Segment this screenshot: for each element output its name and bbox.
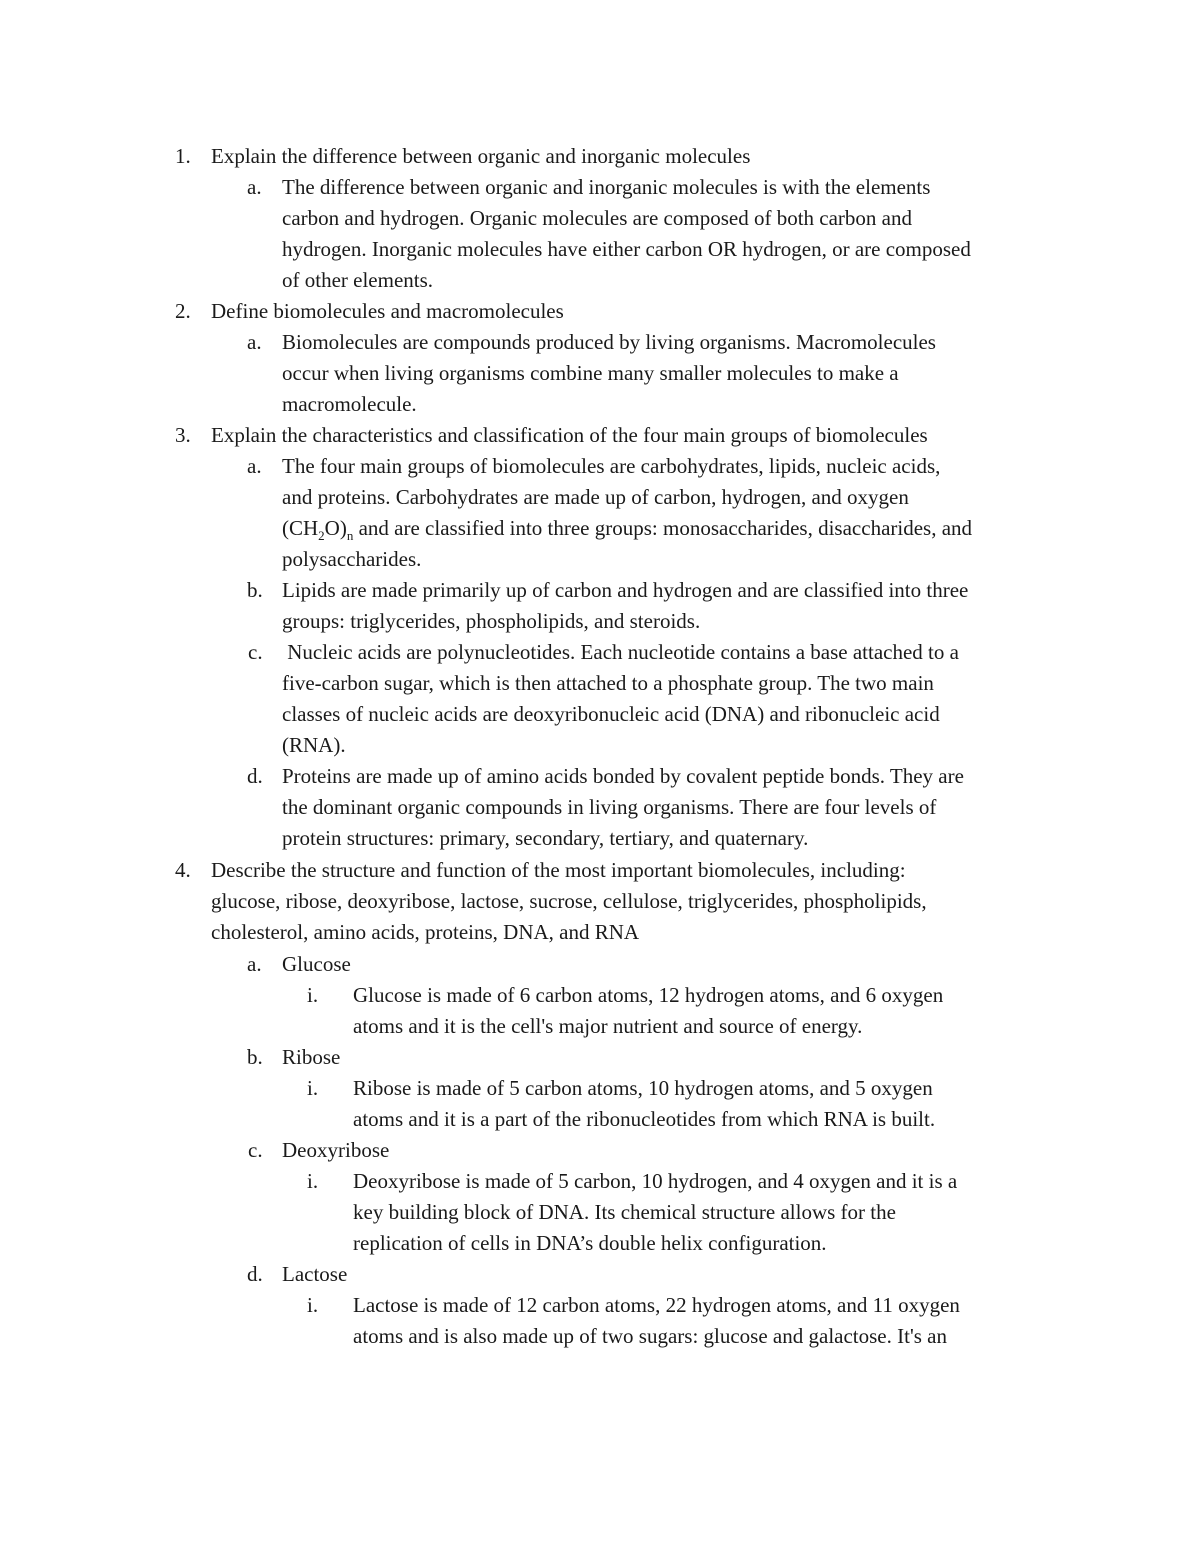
answer-line: macromolecule. xyxy=(282,392,417,416)
question-text xyxy=(211,855,927,948)
list-letter: a. xyxy=(247,330,262,354)
detail-line: Deoxyribose is made of 5 carbon, 10 hydrogen, and 4 oxygen and it is a xyxy=(353,1169,958,1193)
detail-text xyxy=(353,980,943,1042)
detail-line: Ribose is made of 5 carbon atoms, 10 hydrogen atoms, and 5 oxygen xyxy=(353,1076,933,1100)
list-roman: i. xyxy=(307,1076,319,1100)
detail-line: key building block of DNA. Its chemical structure allows for the xyxy=(353,1200,896,1224)
list-letter: b. xyxy=(247,578,263,602)
list-number: 1. xyxy=(175,144,191,168)
list-letter: d. xyxy=(247,1262,263,1286)
subitem-title: Ribose xyxy=(282,1045,341,1069)
answer-line: The difference between organic and inorganic molecules is with the elements xyxy=(282,175,931,199)
list-letter: b. xyxy=(247,1045,263,1069)
question-text: Define biomolecules and macromolecules xyxy=(211,299,564,323)
detail-line: atoms and it is a part of the ribonucleotides from which RNA is built. xyxy=(353,1107,936,1131)
question-line: glucose, ribose, deoxyribose, lactose, sucrose, cellulose, triglycerides, phospholipids, xyxy=(211,889,927,913)
answer-line: protein structures: primary, secondary, tertiary, and quaternary. xyxy=(282,826,809,850)
list-number: 2. xyxy=(175,299,191,323)
question-line: cholesterol, amino acids, proteins, DNA, and RNA xyxy=(211,920,640,944)
detail-line: Lactose is made of 12 carbon atoms, 22 hydrogen atoms, and 11 oxygen xyxy=(353,1293,960,1317)
answer-line: Proteins are made up of amino acids bonded by covalent peptide bonds. They are xyxy=(282,764,964,788)
question-text: Explain the characteristics and classification of the four main groups of biomolecules xyxy=(211,423,928,447)
list-roman: i. xyxy=(307,1169,319,1193)
list-letter: a. xyxy=(247,175,262,199)
subitem-title: Glucose xyxy=(282,952,351,976)
list-letter: d. xyxy=(247,764,263,788)
list-letter: c. xyxy=(248,1138,263,1162)
answer-line: five-carbon sugar, which is then attached to a phosphate group. The two main xyxy=(282,671,934,695)
list-letter: c. xyxy=(248,640,263,664)
answer-line: the dominant organic compounds in living organisms. There are four levels of xyxy=(282,795,937,819)
answer-text xyxy=(282,327,936,420)
answer-text xyxy=(282,575,968,637)
formula-subscript: n xyxy=(346,528,354,543)
question-line: Describe the structure and function of the most important biomolecules, including: xyxy=(211,858,906,882)
detail-text xyxy=(353,1166,957,1259)
answer-line: occur when living organisms combine many smaller molecules to make a xyxy=(282,361,899,385)
answer-line: classes of nucleic acids are deoxyribonucleic acid (DNA) and ribonucleic acid xyxy=(282,702,940,726)
formula-text: O) xyxy=(324,516,347,540)
answer-text-segment: and are classified into three groups: monosaccharides, disaccharides, and xyxy=(353,516,973,540)
formula-text: (CH xyxy=(282,516,319,540)
answer-line: (RNA). xyxy=(282,733,346,757)
answer-line: Nucleic acids are polynucleotides. Each nucleotide contains a base attached to a xyxy=(282,640,959,664)
answer-line: groups: triglycerides, phospholipids, and steroids. xyxy=(282,609,701,633)
detail-line: Glucose is made of 6 carbon atoms, 12 hydrogen atoms, and 6 oxygen xyxy=(353,983,944,1007)
detail-text xyxy=(353,1073,935,1135)
answer-line-formula xyxy=(282,513,972,544)
answer-line: polysaccharides. xyxy=(282,547,422,571)
answer-line: Biomolecules are compounds produced by living organisms. Macromolecules xyxy=(282,330,936,354)
answer-text xyxy=(282,637,959,761)
answer-line: carbon and hydrogen. Organic molecules are composed of both carbon and xyxy=(282,206,912,230)
answer-text xyxy=(282,761,964,854)
answer-line: Lipids are made primarily up of carbon and hydrogen and are classified into three xyxy=(282,578,969,602)
detail-line: atoms and is also made up of two sugars: glucose and galactose. It's an xyxy=(353,1324,947,1348)
detail-text xyxy=(353,1290,960,1352)
answer-line: The four main groups of biomolecules are carbohydrates, lipids, nucleic acids, xyxy=(282,454,941,478)
list-letter: a. xyxy=(247,952,262,976)
list-letter: a. xyxy=(247,454,262,478)
answer-line: hydrogen. Inorganic molecules have either carbon OR hydrogen, or are composed xyxy=(282,237,971,261)
subitem-title: Deoxyribose xyxy=(282,1138,390,1162)
question-text: Explain the difference between organic and inorganic molecules xyxy=(211,144,751,168)
detail-line: replication of cells in DNA’s double helix configuration. xyxy=(353,1231,827,1255)
list-roman: i. xyxy=(307,1293,319,1317)
answer-text xyxy=(282,172,971,296)
subitem-title: Lactose xyxy=(282,1262,348,1286)
formula-subscript: 2 xyxy=(318,528,325,543)
answer-text xyxy=(282,451,972,575)
list-roman: i. xyxy=(307,983,319,1007)
answer-line: of other elements. xyxy=(282,268,434,292)
list-number: 4. xyxy=(175,858,191,882)
detail-line: atoms and it is the cell's major nutrient and source of energy. xyxy=(353,1014,863,1038)
answer-line: and proteins. Carbohydrates are made up of carbon, hydrogen, and oxygen xyxy=(282,485,909,509)
list-number: 3. xyxy=(175,423,191,447)
